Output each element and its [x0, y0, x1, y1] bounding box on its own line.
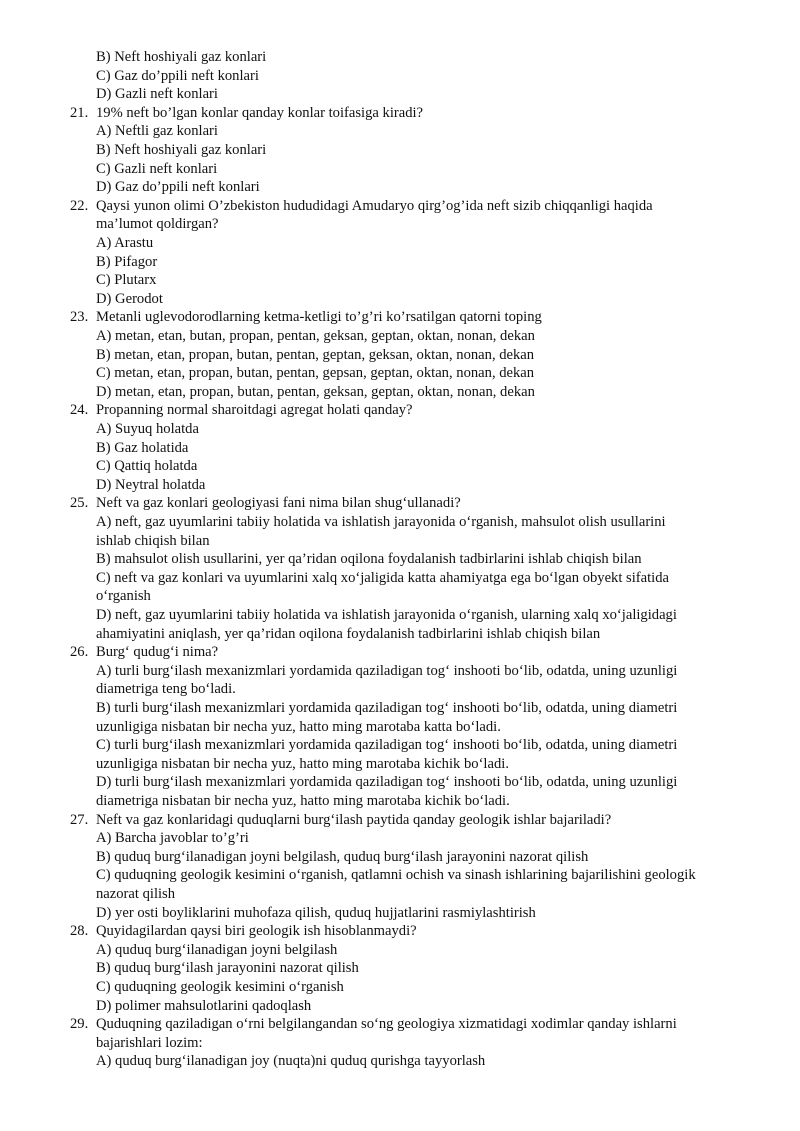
answer-option-line — [0, 476, 800, 495]
answer-text: B) mahsulot olish usullarini, yer qa’ridan oqilona foydalanish tadbirlarini ishlab chiqish bilan — [96, 551, 642, 568]
answer-text: bajarishlari lozim: — [96, 1034, 203, 1051]
answer-text: B) metan, etan, propan, butan, pentan, geptan, geksan, oktan, nonan, dekan — [96, 346, 535, 363]
question-text: 19% neft bo’lgan konlar qanday konlar toifasiga kiradi? — [96, 104, 424, 121]
answer-text: D) yer osti boyliklarini muhofaza qilish, quduq hujjatlarini rasmiylashtirish — [96, 904, 536, 921]
question-text: Neft va gaz konlari geologiyasi fani nima bilan shug‘ullanadi? — [96, 495, 461, 512]
answer-text: C) quduqning geologik kesimini o‘rganish, qatlamni ochish va sinash ishlarining bajarilishini geologik — [96, 867, 696, 884]
answer-option-line — [0, 122, 800, 141]
answer-text: C) Plutarx — [96, 272, 157, 289]
answer-option-line — [0, 978, 800, 997]
answer-text: B) quduq burg‘ilash jarayonini nazorat qilish — [96, 960, 359, 977]
answer-text: ma’lumot qoldirgan? — [96, 216, 219, 233]
question-number: 21. — [70, 104, 89, 121]
answer-text: A) Neftli gaz konlari — [96, 123, 218, 140]
answer-option-line — [0, 420, 800, 439]
answer-option-line — [0, 680, 800, 699]
question-text: Neft va gaz konlaridagi quduqlarni burg‘ilash paytida qanday geologik ishlar bajariladi? — [96, 811, 612, 828]
answer-option-line — [0, 625, 800, 644]
answer-option-line — [0, 141, 800, 160]
answer-option-line — [0, 513, 800, 532]
answer-option-line — [0, 885, 800, 904]
answer-option-line — [0, 327, 800, 346]
question-number: 22. — [70, 197, 89, 214]
answer-text: A) Arastu — [96, 235, 154, 251]
answer-text: uzunligiga nisbatan bir necha yuz, hatto ming marotaba katta bo‘ladi. — [96, 718, 501, 735]
answer-text: C) quduqning geologik kesimini o‘rganish — [96, 979, 344, 995]
answer-option-line — [0, 439, 800, 458]
answer-text: B) Neft hoshiyali gaz konlari — [96, 49, 267, 65]
answer-option-line — [0, 48, 800, 67]
answer-option-line — [0, 1034, 800, 1053]
answer-option-line — [0, 941, 800, 960]
answer-option-line — [0, 848, 800, 867]
question-text: Qaysi yunon olimi O’zbekiston hududidagi Amudaryo qirg’og’ida neft sizib chiqqanligi haqida — [96, 197, 653, 214]
answer-text: B) quduq burg‘ilanadigan joyni belgilash, quduq burg‘ilash jarayonini nazorat qilish — [96, 848, 589, 865]
answer-text: D) polimer mahsulotlarini qadoqlash — [96, 997, 312, 1014]
answer-option-line — [0, 271, 800, 290]
answer-option-line — [0, 178, 800, 197]
question-text: Quduqning qaziladigan o‘rni belgilangandan so‘ng geologiya xizmatidagi xodimlar qanday ishlarni — [96, 1016, 677, 1033]
question-number: 23. — [70, 309, 89, 326]
answer-text: A) neft, gaz uyumlarini tabiiy holatida va ishlatish jarayonida o‘rganish, mahsulot olish usullarini — [96, 514, 666, 530]
answer-option-line — [0, 253, 800, 272]
answer-text: uzunligiga nisbatan bir necha yuz, hatto ming marotaba kichik bo‘ladi. — [96, 755, 509, 772]
answer-text: D) Gaz do’ppili neft konlari — [96, 179, 260, 196]
answer-option-line — [0, 662, 800, 681]
question-line — [0, 811, 800, 830]
answer-text: A) turli burg‘ilash mexanizmlari yordamida qaziladigan tog‘ inshooti bo‘lib, odatda, uning uzunligi — [96, 662, 678, 679]
question-text: Quyidagilardan qaysi biri geologik ish hisoblanmaydi? — [96, 923, 417, 940]
answer-option-line — [0, 1052, 800, 1071]
answer-option-line — [0, 383, 800, 402]
question-line — [0, 308, 800, 327]
answer-option-line — [0, 234, 800, 253]
answer-option-line — [0, 532, 800, 551]
answer-option-line — [0, 606, 800, 625]
answer-text: diametriga nisbatan bir necha yuz, hatto ming marotaba kichik bo‘ladi. — [96, 793, 510, 809]
answer-text: C) Gaz do’ppili neft konlari — [96, 67, 259, 84]
answer-text: ahamiyatini aniqlash, yer qa’ridan oqilona foydalanish tadbirlarini ishlab chiqish bilan — [96, 625, 601, 642]
question-line — [0, 401, 800, 420]
question-line — [0, 104, 800, 123]
answer-text: C) turli burg‘ilash mexanizmlari yordamida qaziladigan tog‘ inshooti bo‘lib, odatda, uning diametri — [96, 737, 678, 754]
answer-option-line — [0, 736, 800, 755]
answer-option-line — [0, 215, 800, 234]
answer-option-line — [0, 904, 800, 923]
answer-text: A) metan, etan, butan, propan, pentan, geksan, geptan, oktan, nonan, dekan — [96, 328, 535, 344]
answer-text: ishlab chiqish bilan — [96, 532, 210, 549]
question-number: 26. — [70, 644, 89, 661]
question-line — [0, 643, 800, 662]
answer-text: D) Gazli neft konlari — [96, 86, 218, 103]
answer-text: A) quduq burg‘ilanadigan joy (nuqta)ni quduq qurishga tayyorlash — [96, 1053, 486, 1070]
question-text: Propanning normal sharoitdagi agregat holati qanday? — [96, 402, 413, 419]
answer-text: nazorat qilish — [96, 886, 176, 902]
answer-text: B) Neft hoshiyali gaz konlari — [96, 142, 267, 158]
question-number: 29. — [70, 1016, 89, 1033]
answer-option-line — [0, 550, 800, 569]
answer-text: A) Barcha javoblar to’g’ri — [96, 830, 249, 847]
answer-option-line — [0, 290, 800, 309]
answer-option-line — [0, 160, 800, 179]
answer-option-line — [0, 364, 800, 383]
answer-text: C) neft va gaz konlari va uyumlarini xalq xo‘jaligida katta ahamiyatga ega bo‘lgan obyekt sifatida — [96, 569, 670, 586]
answer-option-line — [0, 457, 800, 476]
answer-text: D) neft, gaz uyumlarini tabiiy holatida va ishlatish jarayonida o‘rganish, ularning xalq xo‘jaligidagi — [96, 607, 677, 623]
question-number: 27. — [70, 811, 89, 828]
answer-option-line — [0, 755, 800, 774]
answer-option-line — [0, 718, 800, 737]
answer-text: C) metan, etan, propan, butan, pentan, gepsan, geptan, oktan, nonan, dekan — [96, 365, 535, 382]
answer-option-line — [0, 85, 800, 104]
question-number: 28. — [70, 923, 89, 940]
answer-text: o‘rganish — [96, 588, 151, 605]
answer-text: C) Gazli neft konlari — [96, 160, 218, 177]
answer-option-line — [0, 829, 800, 848]
answer-text: D) Neytral holatda — [96, 476, 206, 493]
question-line — [0, 922, 800, 941]
answer-option-line — [0, 997, 800, 1016]
question-number: 25. — [70, 495, 89, 512]
answer-option-line — [0, 792, 800, 811]
answer-text: A) Suyuq holatda — [96, 421, 199, 437]
answer-text: diametriga teng bo‘ladi. — [96, 681, 236, 698]
answer-text: B) Gaz holatida — [96, 439, 189, 456]
answer-option-line — [0, 346, 800, 365]
answer-text: A) quduq burg‘ilanadigan joyni belgilash — [96, 941, 338, 958]
answer-text: B) turli burg‘ilash mexanizmlari yordamida qaziladigan tog‘ inshooti bo‘lib, odatda, uning diametri — [96, 700, 678, 716]
answer-option-line — [0, 866, 800, 885]
answer-text: D) Gerodot — [96, 290, 163, 307]
question-text: Burg‘ qudug‘i nima? — [96, 644, 219, 661]
answer-text: B) Pifagor — [96, 253, 158, 270]
answer-option-line — [0, 569, 800, 588]
question-line — [0, 197, 800, 216]
answer-option-line — [0, 773, 800, 792]
answer-text: D) metan, etan, propan, butan, pentan, geksan, geptan, oktan, nonan, dekan — [96, 383, 535, 400]
answer-text: C) Qattiq holatda — [96, 458, 198, 475]
question-line — [0, 1015, 800, 1034]
question-number: 24. — [70, 402, 89, 419]
answer-text: D) turli burg‘ilash mexanizmlari yordamida qaziladigan tog‘ inshooti bo‘lib, odatda, uning uzunligi — [96, 774, 678, 791]
question-text: Metanli uglevodorodlarning ketma-ketligi to’g’ri ko’rsatilgan qatorni toping — [96, 309, 542, 326]
answer-option-line — [0, 959, 800, 978]
answer-option-line — [0, 67, 800, 86]
answer-option-line — [0, 699, 800, 718]
answer-option-line — [0, 587, 800, 606]
question-line — [0, 494, 800, 513]
